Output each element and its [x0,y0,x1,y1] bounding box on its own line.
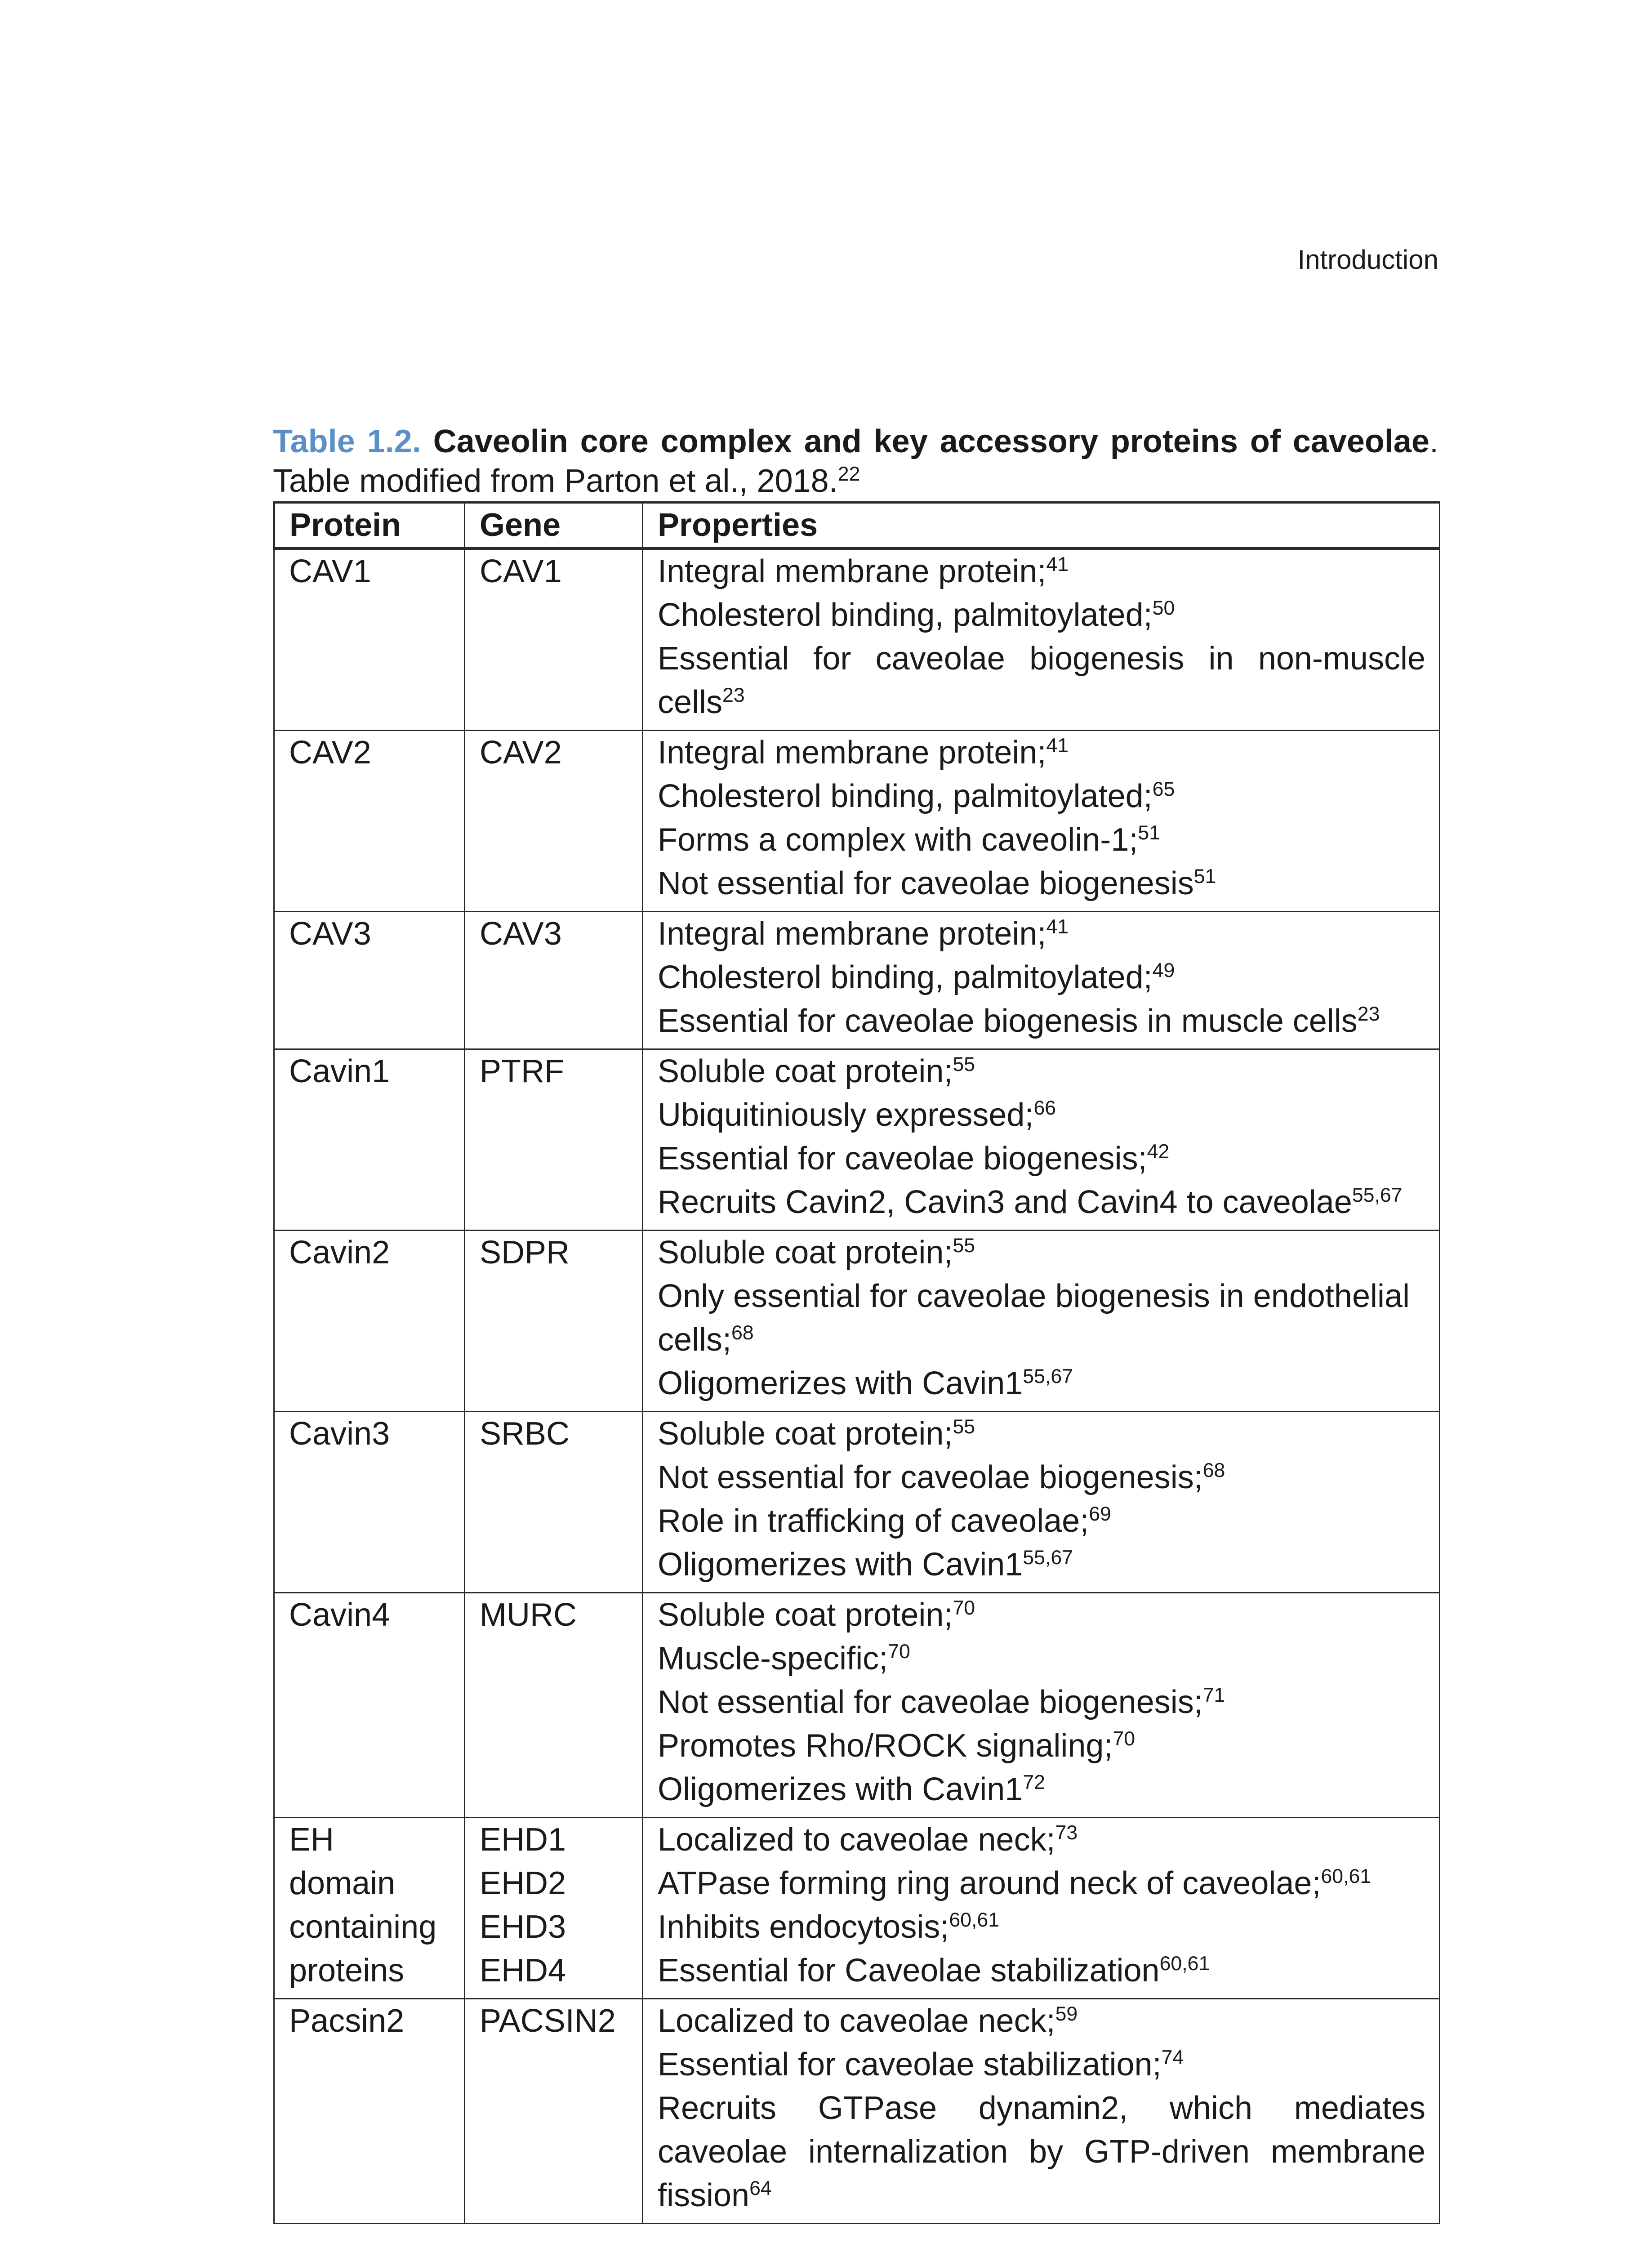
reference-superscript: 72 [1023,1771,1045,1794]
protein-cell [274,1593,465,1818]
property-text: Oligomerizes with Cavin1 [658,1547,1023,1583]
property-text: Oligomerizes with Cavin1 [658,1771,1023,1807]
gene-cell [465,1231,643,1412]
reference-superscript: 55 [953,1416,975,1438]
protein-cell [274,1049,465,1231]
gene-cell [465,549,643,731]
gene-name-line: PACSIN2 [480,2003,616,2039]
property-text: Soluble coat protein; [658,1416,953,1452]
protein-cell [274,1999,465,2224]
property-item [658,1681,1425,1724]
gene-cell [465,1049,643,1231]
caption-note-ref: 22 [837,463,860,486]
property-item [658,1905,1425,1949]
property-item [658,1456,1425,1499]
caption-note-line [273,461,1438,501]
property-text: Soluble coat protein; [658,1053,953,1089]
property-item [658,1949,1425,1993]
property-item [658,1275,1425,1362]
table-header-row [274,503,1440,549]
protein-name-line: EH [289,1822,334,1858]
reference-superscript: 60,61 [949,1909,1000,1931]
protein-cell [274,1412,465,1593]
property-item [658,999,1425,1043]
property-item [658,1093,1425,1137]
protein-table [273,501,1440,2224]
table-row [274,1593,1440,1818]
property-text: Localized to caveolae neck; [658,2003,1055,2039]
property-text: Integral membrane protein; [658,735,1046,771]
property-item [658,1231,1425,1275]
properties-cell [643,1818,1440,1999]
reference-superscript: 55,67 [1023,1547,1073,1569]
gene-cell [465,1412,643,1593]
gene-name-line: MURC [480,1597,577,1633]
protein-name-line: Cavin4 [289,1597,390,1633]
property-item [658,1543,1425,1587]
table-row [274,1412,1440,1593]
property-text: Soluble coat protein; [658,1235,953,1271]
gene-name-line: PTRF [480,1053,564,1089]
properties-cell [643,1999,1440,2224]
property-text: Essential for caveolae biogenesis in muscle cells [658,1003,1358,1039]
property-item [658,1593,1425,1637]
property-text: Essential for caveolae biogenesis in non-muscle cells [658,641,1425,720]
reference-superscript: 41 [1046,735,1069,757]
property-item [658,1724,1425,1768]
gene-name-line: EHD1 [480,1822,566,1858]
property-text: Localized to caveolae neck; [658,1822,1055,1858]
protein-name-line: proteins [289,1953,405,1989]
property-item [658,1181,1425,1224]
property-text: Not essential for caveolae biogenesis; [658,1684,1203,1720]
table-row [274,549,1440,731]
properties-cell [643,549,1440,731]
property-text: Integral membrane protein; [658,553,1046,589]
properties-cell [643,1231,1440,1412]
protein-name-line: CAV3 [289,916,371,952]
reference-superscript: 73 [1055,1822,1078,1844]
property-item [658,550,1425,593]
column-header-gene: Gene [465,503,643,549]
property-text: Not essential for caveolae biogenesis [658,865,1194,901]
caption-title-end: . [1429,424,1438,459]
property-item [658,1362,1425,1405]
column-header-protein: Protein [274,503,465,549]
property-text: Not essential for caveolae biogenesis; [658,1459,1203,1495]
gene-name-line: EHD2 [480,1865,566,1901]
gene-name-line: SDPR [480,1235,570,1271]
protein-cell [274,549,465,731]
property-text: Inhibits endocytosis; [658,1909,949,1945]
reference-superscript: 51 [1138,822,1161,844]
table-row [274,1049,1440,1231]
caption-label: Table 1.2. [273,424,421,459]
reference-superscript: 55,67 [1352,1184,1403,1207]
protein-cell [274,731,465,912]
gene-cell [465,1999,643,2224]
property-text: Cholesterol binding, palmitoylated; [658,959,1153,995]
property-text: Soluble coat protein; [658,1597,953,1633]
property-text: ATPase forming ring around neck of caveolae; [658,1865,1321,1901]
property-item [658,1050,1425,1093]
reference-superscript: 60,61 [1321,1865,1371,1888]
property-text: Essential for caveolae stabilization; [658,2047,1162,2083]
table-row [274,912,1440,1049]
property-item [658,2087,1425,2217]
property-text: Cholesterol binding, palmitoylated; [658,778,1153,814]
property-item [658,1637,1425,1681]
column-header-properties: Properties [643,503,1440,549]
property-item [658,1999,1425,2043]
reference-superscript: 70 [1113,1728,1135,1750]
property-item [658,1499,1425,1543]
property-text: Recruits Cavin2, Cavin3 and Cavin4 to caveolae [658,1184,1352,1220]
protein-cell [274,912,465,1049]
property-item [658,731,1425,775]
table-row [274,1999,1440,2224]
property-item [658,1412,1425,1456]
reference-superscript: 74 [1161,2047,1184,2069]
properties-cell [643,912,1440,1049]
properties-cell [643,731,1440,912]
running-header: Introduction [1297,245,1438,275]
property-item [658,1137,1425,1181]
property-item [658,912,1425,956]
gene-name-line: CAV1 [480,553,562,589]
property-text: Muscle-specific; [658,1641,888,1677]
properties-cell [643,1593,1440,1818]
reference-superscript: 69 [1089,1503,1111,1525]
reference-superscript: 42 [1147,1141,1170,1163]
reference-superscript: 71 [1202,1684,1225,1707]
protein-name-line: CAV2 [289,735,371,771]
gene-name-line: CAV2 [480,735,562,771]
property-item [658,775,1425,818]
property-item [658,1818,1425,1862]
protein-name-line: CAV1 [289,553,371,589]
protein-cell [274,1818,465,1999]
protein-name-line: Cavin1 [289,1053,390,1089]
property-text: Essential for Caveolae stabilization [658,1953,1160,1989]
reference-superscript: 50 [1152,597,1175,620]
property-text: Role in trafficking of caveolae; [658,1503,1089,1539]
property-text: Ubiquitiniously expressed; [658,1097,1034,1133]
protein-name-line: domain [289,1865,396,1901]
reference-superscript: 51 [1193,865,1216,888]
property-text: Cholesterol binding, palmitoylated; [658,597,1153,633]
property-text: Integral membrane protein; [658,916,1046,952]
reference-superscript: 41 [1046,916,1069,938]
property-text: Promotes Rho/ROCK signaling; [658,1728,1113,1764]
property-text: Recruits GTPase dynamin2, which mediates caveolae internalization by GTP-driven membrane fission [658,2090,1425,2213]
reference-superscript: 55 [953,1235,975,1257]
reference-superscript: 65 [1152,778,1175,801]
caption-title-line [273,422,1438,461]
gene-cell [465,1818,643,1999]
property-item [658,1768,1425,1811]
property-item [658,862,1425,905]
properties-cell [643,1049,1440,1231]
gene-name-line: EHD3 [480,1909,566,1945]
property-item [658,1862,1425,1905]
reference-superscript: 23 [722,684,745,707]
gene-cell [465,731,643,912]
table-row [274,731,1440,912]
protein-cell [274,1231,465,1412]
gene-cell [465,1593,643,1818]
properties-cell [643,1412,1440,1593]
property-text: Only essential for caveolae biogenesis in endothelial cells; [658,1278,1410,1358]
reference-superscript: 49 [1152,959,1175,982]
reference-superscript: 59 [1055,2003,1078,2025]
reference-superscript: 55,67 [1023,1365,1073,1388]
gene-name-line: EHD4 [480,1953,566,1989]
reference-superscript: 41 [1046,553,1069,576]
reference-superscript: 66 [1033,1097,1056,1120]
reference-superscript: 70 [888,1641,910,1663]
protein-name-line: Pacsin2 [289,2003,405,2039]
property-item [658,818,1425,862]
reference-superscript: 23 [1357,1003,1380,1026]
property-text: Oligomerizes with Cavin1 [658,1365,1023,1401]
caption-title: Caveolin core complex and key accessory proteins of caveolae [433,424,1429,459]
table-body [274,549,1440,2224]
property-text: Essential for caveolae biogenesis; [658,1141,1147,1177]
property-text: Forms a complex with caveolin-1; [658,822,1138,858]
gene-cell [465,912,643,1049]
reference-superscript: 68 [1202,1459,1225,1482]
protein-name-line: containing [289,1909,437,1945]
protein-name-line: Cavin2 [289,1235,390,1271]
table-row [274,1231,1440,1412]
caption-note: Table modified from Parton et al., 2018. [273,463,838,499]
table-caption [273,422,1438,501]
gene-name-line: CAV3 [480,916,562,952]
reference-superscript: 60,61 [1159,1953,1210,1975]
reference-superscript: 68 [731,1322,754,1344]
reference-superscript: 64 [749,2177,772,2200]
reference-superscript: 55 [953,1053,975,1076]
property-item [658,956,1425,999]
reference-superscript: 70 [953,1597,975,1619]
table-row [274,1818,1440,1999]
property-item [658,2043,1425,2087]
protein-name-line: Cavin3 [289,1416,390,1452]
gene-name-line: SRBC [480,1416,570,1452]
property-item [658,637,1425,724]
property-item [658,593,1425,637]
